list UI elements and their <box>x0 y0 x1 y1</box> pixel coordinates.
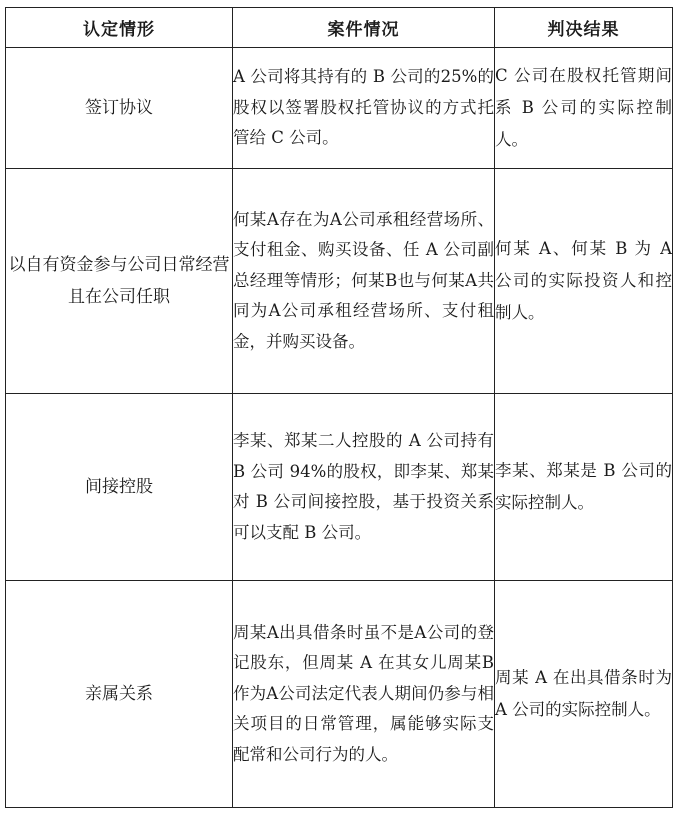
situation-cell: 以自有资金参与公司日常经营且在公司任职 <box>6 169 233 394</box>
case-table <box>5 7 673 808</box>
header-verdict: 判决结果 <box>495 8 673 48</box>
verdict-cell: 何某 A、何某 B 为 A 公司的实际投资人和控制人。 <box>495 169 673 394</box>
facts-cell: 李某、郑某二人控股的 A 公司持有 B 公司 94%的股权，即李某、郑某对 B 公司间接控股，基于投资关系可以支配 B 公司。 <box>233 394 495 581</box>
header-situation: 认定情形 <box>6 8 233 48</box>
header-facts: 案件情况 <box>233 8 495 48</box>
table-row <box>6 581 673 808</box>
facts-cell: A 公司将其持有的 B 公司的25%的股权以签署股权托管协议的方式托管给 C 公司。 <box>233 48 495 169</box>
table-row <box>6 394 673 581</box>
situation-cell: 亲属关系 <box>6 581 233 808</box>
table-row <box>6 169 673 394</box>
header-row <box>6 8 673 48</box>
situation-cell: 签订协议 <box>6 48 233 169</box>
facts-cell: 周某A出具借条时虽不是A公司的登记股东，但周某 A 在其女儿周某B作为A公司法定代表人期间仍参与相关项目的日常管理，属能够实际支配常和公司行为的人。 <box>233 581 495 808</box>
verdict-cell: C 公司在股权托管期间系 B 公司的实际控制人。 <box>495 48 673 169</box>
verdict-cell: 李某、郑某是 B 公司的实际控制人。 <box>495 394 673 581</box>
table-row <box>6 48 673 169</box>
situation-cell: 间接控股 <box>6 394 233 581</box>
verdict-cell: 周某 A 在出具借条时为 A 公司的实际控制人。 <box>495 581 673 808</box>
facts-cell: 何某A存在为A公司承租经营场所、支付租金、购买设备、任 A 公司副总经理等情形；何某B也与何某A共同为A公司承租经营场所、支付租金，并购买设备。 <box>233 169 495 394</box>
